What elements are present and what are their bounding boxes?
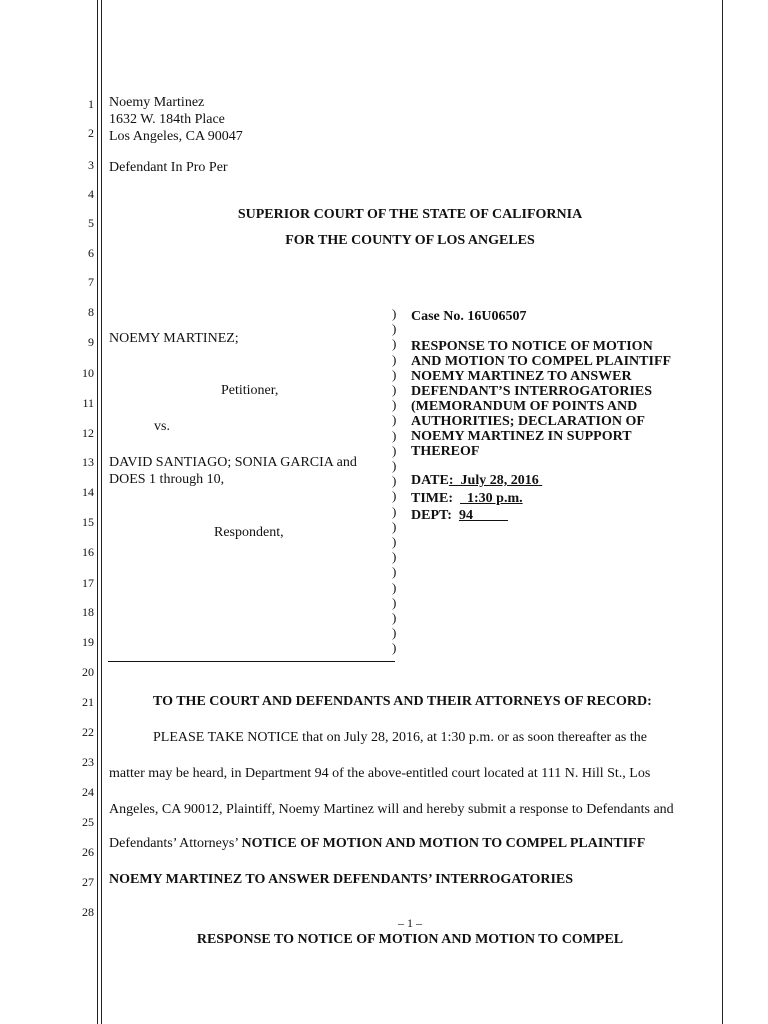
caption-parenthesis: ): [392, 625, 397, 640]
time-lead: [460, 491, 467, 506]
caption-parenthesis: ): [392, 458, 397, 473]
line-number: 19: [82, 635, 94, 649]
document-title-line: AND MOTION TO COMPEL PLAINTIFF: [411, 354, 672, 369]
caption-parenthesis: ): [392, 321, 397, 336]
line-number: 18: [82, 605, 94, 619]
footer-title: RESPONSE TO NOTICE OF MOTION AND MOTION TO COMPEL: [196, 932, 624, 947]
line-number: 22: [82, 725, 94, 739]
caption-parenthesis: ): [392, 336, 397, 351]
line-number: 5: [88, 216, 94, 230]
case-number: Case No. 16U06507: [411, 309, 527, 324]
dept-trailing: [473, 508, 508, 523]
caption-parenthesis: ): [392, 382, 397, 397]
caption-parenthesis: ): [392, 397, 397, 412]
line-number: 11: [82, 396, 94, 410]
caption-parenthesis: ): [392, 640, 397, 655]
header-name: Noemy Martinez: [109, 95, 205, 110]
caption-parenthesis: ): [392, 504, 397, 519]
document-title-line: NOEMY MARTINEZ TO ANSWER: [411, 369, 632, 384]
document-title-line: RESPONSE TO NOTICE OF MOTION: [411, 339, 653, 354]
date-label: DATE: [411, 473, 449, 488]
body-line-4-bold: NOTICE OF MOTION AND MOTION TO COMPEL PLAINTIFF: [241, 836, 646, 851]
line-number: 2: [88, 126, 94, 140]
petitioner-role: Petitioner,: [221, 383, 279, 398]
header-address-line2: Los Angeles, CA 90047: [109, 129, 243, 144]
line-number: 17: [82, 576, 94, 590]
body-line-2: matter may be heard, in Department 94 of the above-entitled court located at 111 N. Hill St., Los: [109, 766, 651, 781]
line-number: 21: [82, 695, 94, 709]
document-title-line: THEREOF: [411, 444, 480, 459]
court-county: FOR THE COUNTY OF LOS ANGELES: [285, 233, 535, 248]
caption-parenthesis: ): [392, 580, 397, 595]
line-number: 24: [82, 785, 94, 799]
line-number: 26: [82, 845, 94, 859]
line-number: 3: [88, 158, 94, 172]
caption-parenthesis: ): [392, 428, 397, 443]
respondents-line2: DOES 1 through 10,: [109, 472, 225, 487]
body-line-3: Angeles, CA 90012, Plaintiff, Noemy Martinez will and hereby submit a response to Defendants and: [109, 802, 674, 817]
right-margin-rule: [722, 0, 723, 1024]
page-number: – 1 –: [398, 916, 422, 930]
caption-parenthesis: ): [392, 519, 397, 534]
line-number: 16: [82, 545, 94, 559]
body-line-4-plain: Defendants’ Attorneys’: [109, 836, 242, 851]
line-number: 23: [82, 755, 94, 769]
line-number: 4: [88, 187, 94, 201]
line-number: 28: [82, 905, 94, 919]
caption-parenthesis: ): [392, 367, 397, 382]
respondents-line1: DAVID SANTIAGO; SONIA GARCIA and: [109, 455, 357, 470]
line-number: 12: [82, 426, 94, 440]
line-number: 13: [82, 455, 94, 469]
caption-parenthesis: ): [392, 595, 397, 610]
line-number: 25: [82, 815, 94, 829]
body-line-1: PLEASE TAKE NOTICE that on July 28, 2016, at 1:30 p.m. or as soon thereafter as the: [153, 730, 647, 745]
document-title: [411, 339, 711, 459]
date-colon: :: [448, 473, 454, 488]
line-number: 20: [82, 665, 94, 679]
addressee-line: TO THE COURT AND DEFENDANTS AND THEIR ATTORNEYS OF RECORD:: [153, 694, 652, 709]
time-gap: [453, 491, 460, 506]
time-value: 1:30 p.m.: [467, 491, 523, 506]
dept-gap: [452, 508, 459, 523]
date-spacer: [454, 473, 461, 488]
hearing-dept: [411, 508, 508, 524]
caption-parenthesis: ): [392, 564, 397, 579]
date-value: July 28, 2016: [460, 473, 539, 488]
document-title-line: DEFENDANT’S INTERROGATORIES: [411, 384, 653, 399]
hearing-time: [411, 491, 523, 507]
hearing-date: [411, 473, 542, 489]
dept-label: DEPT:: [411, 508, 452, 523]
caption-bottom-rule: [108, 661, 395, 662]
caption-parenthesis: ): [392, 473, 397, 488]
line-number: 8: [88, 305, 94, 319]
document-title-line: (MEMORANDUM OF POINTS AND: [411, 399, 638, 414]
caption-parenthesis: ): [392, 352, 397, 367]
left-margin-rule-outer: [97, 0, 98, 1024]
date-trailing: [539, 473, 543, 488]
body-line-4: [109, 836, 645, 852]
caption-parenthesis: ): [392, 534, 397, 549]
line-number: 9: [88, 335, 94, 349]
versus-label: vs.: [154, 419, 170, 434]
line-number: 15: [82, 515, 94, 529]
document-title-line: AUTHORITIES; DECLARATION OF: [411, 414, 645, 429]
caption-parenthesis: ): [392, 610, 397, 625]
line-number: 10: [82, 366, 94, 380]
line-number: 6: [88, 246, 94, 260]
caption-parenthesis: ): [392, 412, 397, 427]
dept-value: 94: [458, 508, 473, 523]
line-number: 7: [88, 275, 94, 289]
line-number: 1: [88, 97, 94, 111]
respondent-role: Respondent,: [214, 525, 284, 540]
line-number: 14: [82, 485, 94, 499]
header-address-line1: 1632 W. 184th Place: [109, 112, 225, 127]
line-number: 27: [82, 875, 94, 889]
caption-parenthesis: ): [392, 549, 397, 564]
petitioner-name: NOEMY MARTINEZ;: [109, 331, 239, 346]
caption-parenthesis: ): [392, 306, 397, 321]
caption-parenthesis: ): [392, 488, 397, 503]
left-margin-rule-inner: [101, 0, 102, 1024]
caption-parenthesis: ): [392, 443, 397, 458]
court-title: SUPERIOR COURT OF THE STATE OF CALIFORNIA: [237, 207, 583, 222]
body-line-5: NOEMY MARTINEZ TO ANSWER DEFENDANTS’ INTERROGATORIES: [109, 872, 574, 887]
time-label: TIME:: [411, 491, 453, 506]
header-role: Defendant In Pro Per: [109, 160, 228, 175]
document-title-line: NOEMY MARTINEZ IN SUPPORT: [411, 429, 632, 444]
